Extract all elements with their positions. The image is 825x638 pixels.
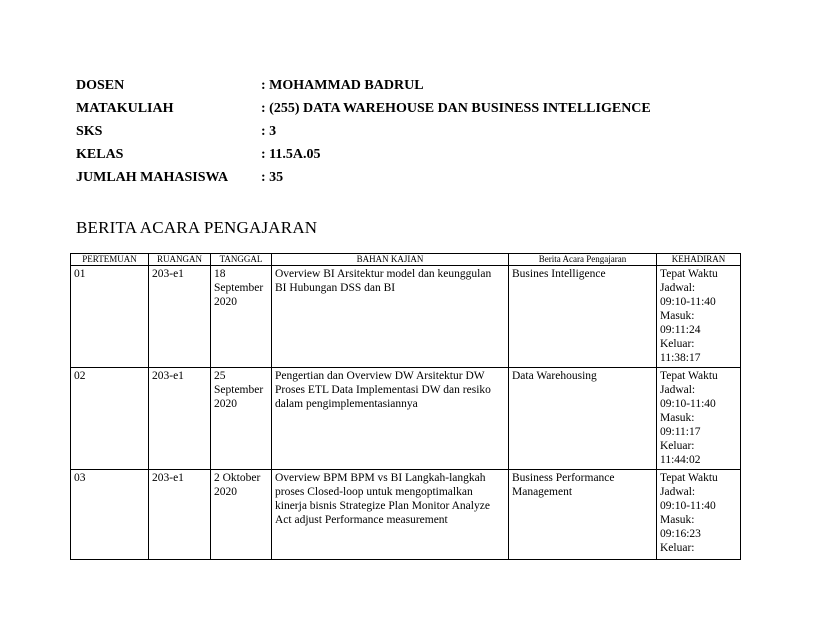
table-row (71, 266, 741, 368)
kehadiran-jadwal-value: 09:10-11:40 (660, 398, 716, 410)
cell-berita-acara: Data Warehousing (509, 368, 657, 470)
info-value: : 35 (261, 169, 284, 185)
kehadiran-masuk-label: Masuk: (660, 412, 695, 424)
kehadiran-jadwal-value: 09:10-11:40 (660, 296, 716, 308)
kehadiran-keluar-value: 11:44:02 (660, 454, 701, 466)
kehadiran-status: Tepat Waktu (660, 370, 718, 382)
info-label: JUMLAH MAHASISWA (76, 169, 229, 185)
cell-ruangan: 203-e1 (149, 368, 211, 470)
table-row (71, 368, 741, 470)
header-pertemuan: PERTEMUAN (71, 254, 149, 266)
info-value: : 11.5A.05 (261, 146, 321, 162)
kehadiran-jadwal-label: Jadwal: (660, 282, 696, 294)
kehadiran-masuk-label: Masuk: (660, 310, 695, 322)
info-label: MATAKULIAH (76, 100, 174, 116)
cell-pertemuan: 03 (71, 470, 149, 560)
info-label: KELAS (76, 146, 124, 162)
kehadiran-keluar-value: 11:38:17 (660, 352, 701, 364)
cell-kehadiran (657, 470, 741, 560)
cell-tanggal: 25 September 2020 (211, 368, 272, 470)
info-row-sks (76, 120, 651, 143)
info-row-matakuliah (76, 97, 651, 120)
kehadiran-keluar-label: Keluar: (660, 338, 695, 350)
header-bahan-kajian: BAHAN KAJIAN (272, 254, 509, 266)
cell-berita-acara: Business Performance Management (509, 470, 657, 560)
info-row-dosen (76, 74, 651, 97)
kehadiran-keluar-label: Keluar: (660, 440, 695, 452)
cell-berita-acara: Busines Intelligence (509, 266, 657, 368)
info-label: SKS (76, 123, 103, 139)
cell-pertemuan: 02 (71, 368, 149, 470)
kehadiran-jadwal-value: 09:10-11:40 (660, 500, 716, 512)
info-row-kelas (76, 143, 651, 166)
header-ruangan: RUANGAN (149, 254, 211, 266)
header-kehadiran: KEHADIRAN (657, 254, 741, 266)
kehadiran-masuk-value: 09:16:23 (660, 528, 701, 540)
cell-tanggal: 18 September 2020 (211, 266, 272, 368)
kehadiran-jadwal-label: Jadwal: (660, 384, 696, 396)
table-row (71, 470, 741, 560)
cell-kehadiran (657, 266, 741, 368)
info-label: DOSEN (76, 77, 125, 93)
kehadiran-masuk-label: Masuk: (660, 514, 695, 526)
header-berita-acara: Berita Acara Pengajaran (509, 254, 657, 266)
kehadiran-status: Tepat Waktu (660, 268, 718, 280)
info-value: : (255) DATA WAREHOUSE DAN BUSINESS INTELLIGENCE (261, 100, 651, 116)
section-heading: BERITA ACARA PENGAJARAN (76, 218, 318, 237)
course-info (76, 74, 651, 189)
cell-bahan-kajian: Pengertian dan Overview DW Arsitektur DW Proses ETL Data Implementasi DW dan resiko dalam pengimplementasiannya (272, 368, 509, 470)
kehadiran-status: Tepat Waktu (660, 472, 718, 484)
cell-kehadiran (657, 368, 741, 470)
cell-bahan-kajian: Overview BI Arsitektur model dan keunggulan BI Hubungan DSS dan BI (272, 266, 509, 368)
info-row-jumlah-mahasiswa (76, 166, 651, 189)
teaching-log-table (70, 253, 741, 560)
kehadiran-masuk-value: 09:11:24 (660, 324, 701, 336)
kehadiran-masuk-value: 09:11:17 (660, 426, 701, 438)
kehadiran-jadwal-label: Jadwal: (660, 486, 696, 498)
cell-ruangan: 203-e1 (149, 266, 211, 368)
table-header-row (71, 254, 741, 266)
info-value: : 3 (261, 123, 277, 139)
cell-ruangan: 203-e1 (149, 470, 211, 560)
info-value: : MOHAMMAD BADRUL (261, 77, 424, 93)
kehadiran-keluar-label: Keluar: (660, 542, 695, 554)
cell-pertemuan: 01 (71, 266, 149, 368)
header-tanggal: TANGGAL (211, 254, 272, 266)
cell-tanggal: 2 Oktober 2020 (211, 470, 272, 560)
cell-bahan-kajian: Overview BPM BPM vs BI Langkah-langkah proses Closed-loop untuk mengoptimalkan kinerja bisnis Strategize Plan Monitor Analyze Act adjust Performance measurement (272, 470, 509, 560)
